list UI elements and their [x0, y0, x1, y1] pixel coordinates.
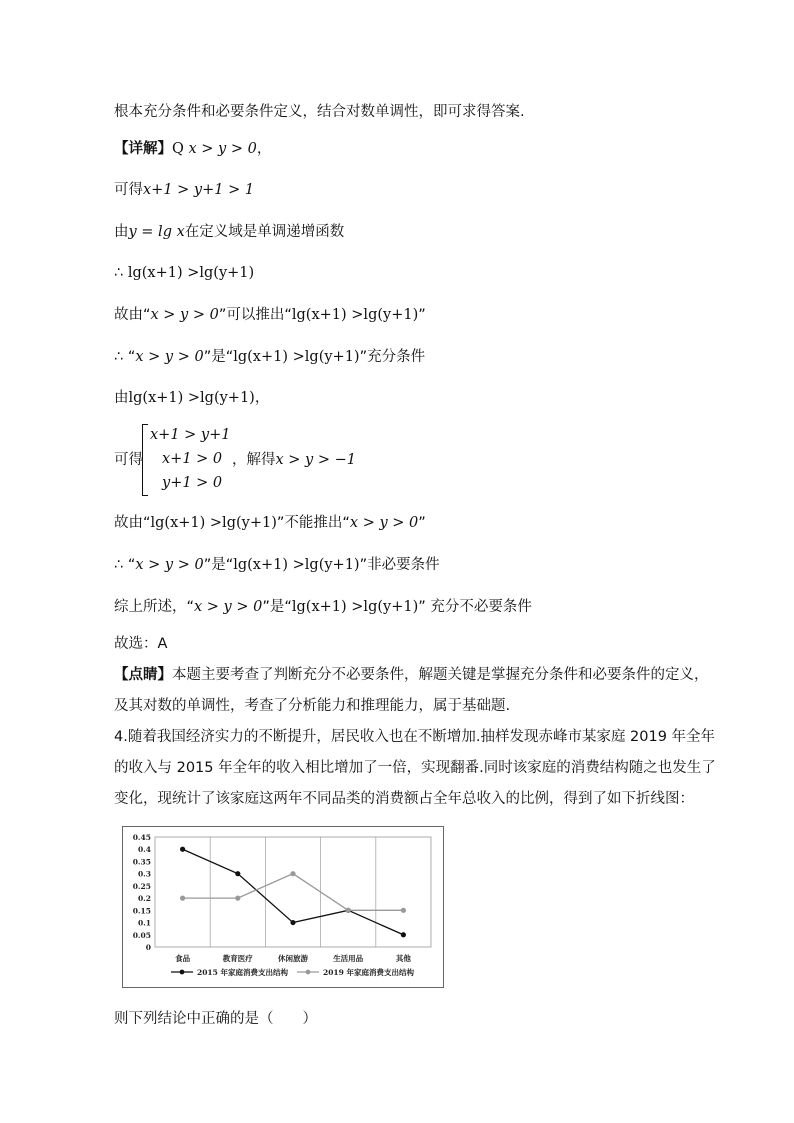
data-point — [290, 871, 295, 876]
text-part: 本题主要考查了判断充分不必要条件，解题关键是掌握充分条件和必要条件的定义， — [172, 667, 709, 683]
text-part: 由 — [114, 224, 129, 240]
math-expr: lg(x+1) >lg(y+1) — [233, 557, 360, 573]
y-tick-label: 0.15 — [132, 906, 151, 916]
plot-area — [155, 837, 431, 947]
data-point — [346, 908, 351, 913]
text-part: ∴ “ — [114, 557, 136, 573]
text-part: ”是“ — [203, 349, 234, 365]
system-row-1: x+1 > y+1 — [150, 427, 231, 443]
since-symbol: Q — [172, 141, 184, 157]
math-expr: lg(x+1) >lg(y+1) — [150, 515, 277, 531]
detail-line-11 — [114, 597, 532, 617]
math-expr: x+1 > y+1 > 1 — [143, 182, 255, 198]
math-expr: x > y > 0 — [188, 141, 257, 157]
system-row-3: y+1 > 0 — [162, 475, 223, 491]
y-tick-label: 0 — [145, 943, 151, 952]
text-part: ” — [418, 307, 426, 323]
text-part: 故由“ — [114, 307, 151, 323]
y-tick-label: 0.1 — [137, 918, 151, 928]
x-tick-label: 教育医疗 — [222, 954, 253, 963]
system-result — [232, 450, 356, 470]
comment-line-2: 及其对数的单调性，考查了分析能力和推理能力，属于基础题. — [114, 698, 511, 714]
detail-line-4 — [114, 263, 254, 283]
data-point — [180, 896, 185, 901]
detail-line-6 — [114, 347, 425, 367]
x-tick-label: 休闲旅游 — [278, 954, 308, 963]
data-point — [290, 920, 295, 925]
y-tick-label: 0.05 — [132, 930, 151, 940]
detail-line-2 — [114, 180, 254, 200]
y-tick-label: 0.3 — [137, 869, 151, 879]
text-part: 可得 — [114, 182, 143, 198]
y-tick-label: 0.35 — [132, 857, 151, 867]
text-part: 故由“ — [114, 515, 151, 531]
text-part: ”是“ — [262, 599, 292, 615]
math-expr: x > y > 0 — [135, 557, 204, 573]
text-part: ∴ “ — [114, 349, 136, 365]
question-prompt: 则下列结论中正确的是（ ） — [114, 1011, 317, 1027]
math-expr: x > y > −1 — [275, 452, 356, 468]
therefore-symbol: ∴ — [114, 265, 124, 281]
math-expr: lg(x+1) >lg(y+1) — [127, 265, 255, 281]
line-chart-svg — [123, 827, 443, 987]
x-tick-label: 食品 — [175, 954, 191, 963]
text-part: ” 充分不必要条件 — [418, 599, 532, 615]
math-expr: lg(x+1) >lg(y+1) — [128, 390, 255, 406]
comment-tag: 【点睛】 — [114, 667, 172, 683]
text-part: ，解得 — [232, 452, 276, 468]
text-part: ”是“ — [203, 557, 234, 573]
math-expr: lg(x+1) >lg(y+1) — [291, 599, 419, 615]
solution-intro: 根本充分条件和必要条件定义，结合对数单调性，即可求得答案. — [114, 104, 525, 120]
detail-line-7 — [114, 388, 269, 408]
data-point — [235, 871, 240, 876]
math-expr: x > y > 0 — [150, 307, 219, 323]
legend-label: 2019 年家庭消费支出结构 — [323, 968, 414, 977]
detail-line-10 — [114, 555, 440, 575]
text-part: ”可以推出“ — [218, 307, 292, 323]
legend-label: 2015 年家庭消费支出结构 — [197, 968, 288, 977]
detail-line-5 — [114, 305, 426, 325]
answer-line: 故选：A — [114, 636, 168, 652]
math-expr: x > y > 0 — [194, 599, 263, 615]
line-chart — [122, 826, 444, 988]
data-point — [180, 847, 185, 852]
y-tick-label: 0.25 — [132, 881, 151, 891]
text-part: ， — [254, 390, 270, 406]
y-tick-label: 0.4 — [137, 845, 151, 855]
text-part: 综上所述，“ — [114, 599, 195, 615]
text-part: ”充分条件 — [359, 349, 426, 365]
x-tick-label: 生活用品 — [333, 954, 364, 963]
detail-line-9 — [114, 513, 426, 533]
y-tick-label: 0.2 — [137, 894, 151, 904]
detail-line-1 — [114, 139, 271, 159]
question-4-line-2: 的收入与 2015 年全年的收入相比增加了一倍，实现翻番.同时该家庭的消费结构随之也发生了 — [114, 760, 716, 776]
system-prefix: 可得 — [114, 452, 143, 468]
text-part: ”不能推出“ — [276, 515, 350, 531]
system-row-2: x+1 > 0 — [162, 451, 223, 467]
math-expr: x > y > 0 — [349, 515, 419, 531]
legend-marker — [306, 970, 311, 975]
detail-tag: 【详解】 — [114, 141, 172, 157]
detail-line-3 — [114, 222, 344, 242]
question-4-line-3: 变化，现统计了该家庭这两年不同品类的消费额占全年总收入的比例，得到了如下折线图： — [114, 791, 694, 807]
punct: ， — [256, 141, 272, 157]
y-tick-label: 0.45 — [132, 833, 151, 842]
data-point — [401, 932, 406, 937]
text-part: 在定义域是单调递增函数 — [184, 224, 345, 240]
math-expr: lg(x+1) >lg(y+1) — [291, 307, 419, 323]
series-line — [183, 874, 404, 911]
text-part: ” — [418, 515, 426, 531]
question-4-line-1: 4.随着我国经济实力的不断提升，居民收入也在不断增加.抽样发现赤峰市某家庭 2019 年全年 — [114, 729, 716, 745]
data-point — [401, 908, 406, 913]
math-expr: y = lg x — [128, 224, 185, 240]
text-part: 由 — [114, 390, 129, 406]
data-point — [235, 896, 240, 901]
comment-line-1 — [114, 665, 709, 685]
text-part: ”非必要条件 — [359, 557, 440, 573]
math-expr: lg(x+1) >lg(y+1) — [233, 349, 360, 365]
legend-marker — [180, 970, 185, 975]
math-expr: x > y > 0 — [135, 349, 204, 365]
x-tick-label: 其他 — [395, 954, 411, 963]
